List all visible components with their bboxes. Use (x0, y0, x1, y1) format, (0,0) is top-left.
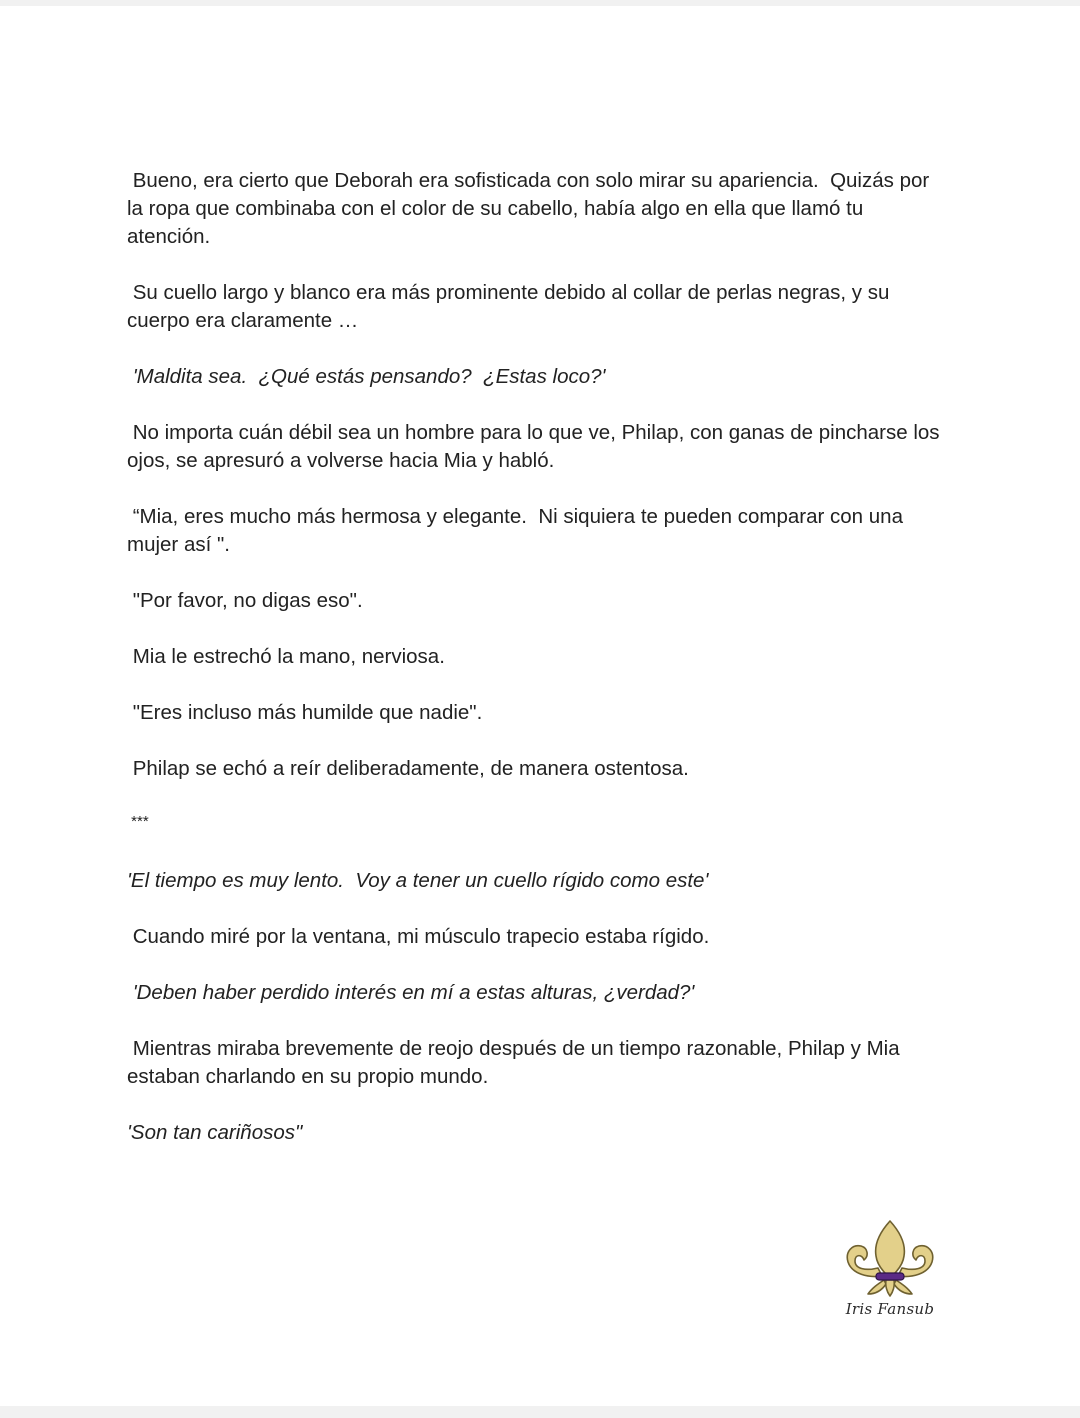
document-body (127, 167, 947, 1175)
paragraph: Mia le estrechó la mano, nerviosa. (127, 645, 445, 668)
paragraph: Cuando miré por la ventana, mi músculo trapecio estaba rígido. (127, 925, 710, 948)
paragraph: "Por favor, no digas eso". (127, 589, 363, 612)
watermark-text: Iris Fansub (845, 1300, 935, 1318)
watermark-logo (838, 1218, 942, 1330)
document-page (0, 6, 1080, 1406)
paragraph: 'Deben haber perdido interés en mí a estas alturas, ¿verdad?' (127, 981, 695, 1004)
paragraph: Bueno, era cierto que Deborah era sofisticada con solo mirar su apariencia. Quizás por la ropa que combinaba con el color de su cabello, había algo en ella que llamó tu atención. (127, 169, 935, 248)
paragraph: Philap se echó a reír deliberadamente, de manera ostentosa. (127, 757, 689, 780)
fleur-de-lis-icon (838, 1218, 942, 1298)
paragraph: “Mia, eres mucho más hermosa y elegante. Ni siquiera te pueden comparar con una mujer así ". (127, 505, 909, 556)
scene-break: *** (127, 813, 149, 830)
paragraph: "Eres incluso más humilde que nadie". (127, 701, 483, 724)
paragraph: Su cuello largo y blanco era más prominente debido al collar de perlas negras, y su cuerpo era claramente … (127, 281, 896, 332)
paragraph: 'Son tan cariñosos" (127, 1121, 303, 1144)
paragraph: No importa cuán débil sea un hombre para lo que ve, Philap, con ganas de pincharse los ojos, se apresuró a volverse hacia Mia y habló. (127, 421, 946, 472)
paragraph: Mientras miraba brevemente de reojo después de un tiempo razonable, Philap y Mia estaban charlando en su propio mundo. (127, 1037, 906, 1088)
paragraph: 'Maldita sea. ¿Qué estás pensando? ¿Estas loco?' (127, 365, 606, 388)
paragraph: 'El tiempo es muy lento. Voy a tener un cuello rígido como este' (127, 869, 709, 892)
